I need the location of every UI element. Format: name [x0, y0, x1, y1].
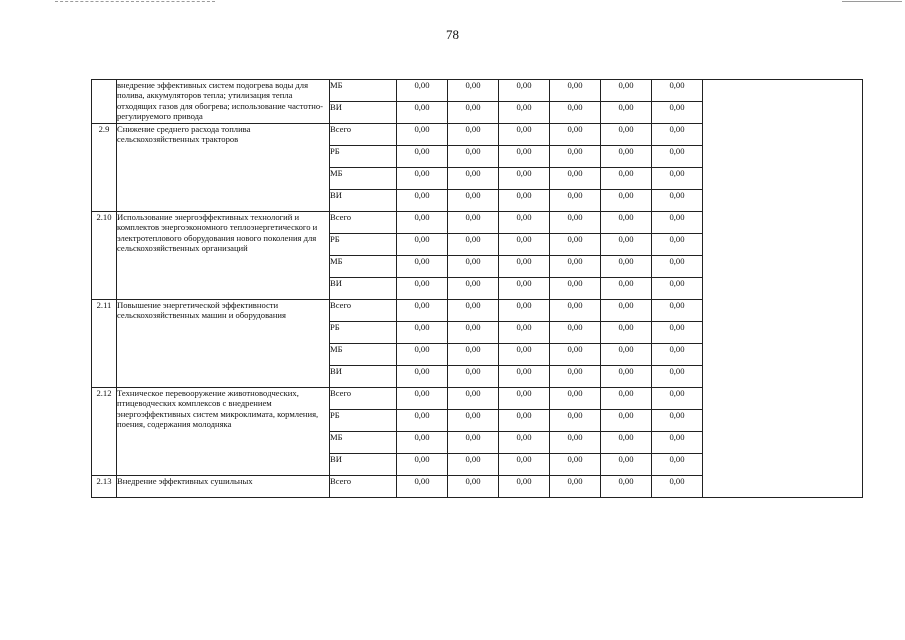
amount-cell: 0,00 [652, 344, 703, 366]
amount-cell: 0,00 [397, 410, 448, 432]
amount-cell: 0,00 [652, 124, 703, 146]
funding-source: ВИ [330, 454, 397, 476]
amount-cell: 0,00 [550, 168, 601, 190]
item-name: Внедрение эффективных сушильных [117, 476, 330, 498]
amount-cell: 0,00 [397, 80, 448, 102]
amount-cell: 0,00 [499, 322, 550, 344]
amount-cell: 0,00 [550, 212, 601, 234]
amount-cell: 0,00 [652, 410, 703, 432]
amount-cell: 0,00 [550, 102, 601, 124]
amount-cell: 0,00 [601, 322, 652, 344]
amount-cell: 0,00 [448, 234, 499, 256]
amount-cell: 0,00 [550, 454, 601, 476]
amount-cell: 0,00 [448, 80, 499, 102]
amount-cell: 0,00 [448, 146, 499, 168]
funding-source: ВИ [330, 366, 397, 388]
amount-cell: 0,00 [601, 300, 652, 322]
amount-cell: 0,00 [601, 168, 652, 190]
amount-cell: 0,00 [550, 410, 601, 432]
item-name: Использование энергоэффективных технологий и комплектов энергоэкономного теплоэнергетического и электротеплового оборудования нового поколения для сельскохозяйственных организаций [117, 212, 330, 300]
amount-cell: 0,00 [601, 388, 652, 410]
amount-cell: 0,00 [499, 168, 550, 190]
scan-artifact-line [842, 1, 902, 2]
funding-source: Всего [330, 124, 397, 146]
amount-cell: 0,00 [550, 388, 601, 410]
amount-cell: 0,00 [499, 300, 550, 322]
funding-source: МБ [330, 432, 397, 454]
amount-cell: 0,00 [397, 476, 448, 498]
amount-cell: 0,00 [499, 366, 550, 388]
amount-cell: 0,00 [499, 388, 550, 410]
amount-cell: 0,00 [652, 300, 703, 322]
amount-cell: 0,00 [448, 410, 499, 432]
amount-cell: 0,00 [601, 234, 652, 256]
amount-cell: 0,00 [652, 212, 703, 234]
amount-cell: 0,00 [601, 80, 652, 102]
amount-cell: 0,00 [601, 454, 652, 476]
amount-cell: 0,00 [397, 234, 448, 256]
amount-cell: 0,00 [499, 212, 550, 234]
funding-source: Всего [330, 212, 397, 234]
funding-source: МБ [330, 80, 397, 102]
empty-column [703, 80, 863, 498]
amount-cell: 0,00 [550, 190, 601, 212]
table-row [92, 80, 863, 102]
amount-cell: 0,00 [550, 322, 601, 344]
funding-source: РБ [330, 146, 397, 168]
funding-source: ВИ [330, 190, 397, 212]
amount-cell: 0,00 [601, 190, 652, 212]
amount-cell: 0,00 [499, 432, 550, 454]
amount-cell: 0,00 [448, 102, 499, 124]
amount-cell: 0,00 [601, 256, 652, 278]
funding-source: МБ [330, 168, 397, 190]
amount-cell: 0,00 [397, 190, 448, 212]
amount-cell: 0,00 [652, 388, 703, 410]
amount-cell: 0,00 [550, 256, 601, 278]
amount-cell: 0,00 [550, 80, 601, 102]
amount-cell: 0,00 [652, 366, 703, 388]
amount-cell: 0,00 [652, 432, 703, 454]
item-name: Снижение среднего расхода топлива сельскохозяйственных тракторов [117, 124, 330, 212]
amount-cell: 0,00 [550, 234, 601, 256]
amount-cell: 0,00 [652, 476, 703, 498]
scan-artifact-line [55, 1, 215, 2]
amount-cell: 0,00 [601, 102, 652, 124]
funding-source: Всего [330, 388, 397, 410]
amount-cell: 0,00 [397, 432, 448, 454]
amount-cell: 0,00 [601, 344, 652, 366]
amount-cell: 0,00 [397, 124, 448, 146]
amount-cell: 0,00 [601, 366, 652, 388]
amount-cell: 0,00 [550, 146, 601, 168]
amount-cell: 0,00 [652, 256, 703, 278]
amount-cell: 0,00 [397, 344, 448, 366]
amount-cell: 0,00 [448, 432, 499, 454]
amount-cell: 0,00 [499, 344, 550, 366]
amount-cell: 0,00 [652, 190, 703, 212]
amount-cell: 0,00 [550, 300, 601, 322]
amount-cell: 0,00 [499, 80, 550, 102]
item-number: 2.12 [92, 388, 117, 476]
amount-cell: 0,00 [448, 256, 499, 278]
item-number: 2.13 [92, 476, 117, 498]
funding-source: Всего [330, 300, 397, 322]
amount-cell: 0,00 [652, 454, 703, 476]
amount-cell: 0,00 [652, 234, 703, 256]
amount-cell: 0,00 [448, 344, 499, 366]
budget-table [91, 79, 863, 498]
amount-cell: 0,00 [499, 256, 550, 278]
amount-cell: 0,00 [397, 212, 448, 234]
item-number: 2.11 [92, 300, 117, 388]
amount-cell: 0,00 [397, 168, 448, 190]
amount-cell: 0,00 [652, 146, 703, 168]
amount-cell: 0,00 [397, 322, 448, 344]
amount-cell: 0,00 [499, 278, 550, 300]
item-number: 2.10 [92, 212, 117, 300]
table-body [92, 80, 863, 498]
amount-cell: 0,00 [448, 454, 499, 476]
amount-cell: 0,00 [499, 454, 550, 476]
amount-cell: 0,00 [601, 432, 652, 454]
amount-cell: 0,00 [448, 476, 499, 498]
funding-source: ВИ [330, 102, 397, 124]
amount-cell: 0,00 [601, 124, 652, 146]
funding-source: МБ [330, 344, 397, 366]
funding-source: РБ [330, 322, 397, 344]
amount-cell: 0,00 [652, 168, 703, 190]
amount-cell: 0,00 [448, 322, 499, 344]
amount-cell: 0,00 [550, 278, 601, 300]
amount-cell: 0,00 [499, 234, 550, 256]
amount-cell: 0,00 [601, 212, 652, 234]
amount-cell: 0,00 [601, 476, 652, 498]
funding-source: ВИ [330, 278, 397, 300]
amount-cell: 0,00 [397, 102, 448, 124]
amount-cell: 0,00 [601, 278, 652, 300]
amount-cell: 0,00 [499, 476, 550, 498]
amount-cell: 0,00 [397, 366, 448, 388]
page-number: 78 [446, 27, 459, 42]
amount-cell: 0,00 [397, 256, 448, 278]
amount-cell: 0,00 [499, 124, 550, 146]
amount-cell: 0,00 [448, 212, 499, 234]
amount-cell: 0,00 [601, 146, 652, 168]
amount-cell: 0,00 [499, 410, 550, 432]
amount-cell: 0,00 [499, 146, 550, 168]
item-number: 2.9 [92, 124, 117, 212]
amount-cell: 0,00 [652, 322, 703, 344]
amount-cell: 0,00 [448, 124, 499, 146]
amount-cell: 0,00 [397, 300, 448, 322]
funding-source: МБ [330, 256, 397, 278]
amount-cell: 0,00 [499, 102, 550, 124]
amount-cell: 0,00 [652, 102, 703, 124]
amount-cell: 0,00 [448, 300, 499, 322]
amount-cell: 0,00 [448, 278, 499, 300]
amount-cell: 0,00 [652, 278, 703, 300]
amount-cell: 0,00 [397, 278, 448, 300]
amount-cell: 0,00 [550, 344, 601, 366]
amount-cell: 0,00 [550, 124, 601, 146]
amount-cell: 0,00 [397, 146, 448, 168]
amount-cell: 0,00 [550, 476, 601, 498]
funding-source: РБ [330, 410, 397, 432]
funding-source: Всего [330, 476, 397, 498]
amount-cell: 0,00 [499, 190, 550, 212]
amount-cell: 0,00 [448, 168, 499, 190]
item-name: Повышение энергетической эффективности сельскохозяйственных машин и оборудования [117, 300, 330, 388]
item-name: Техническое перевооружение животноводческих, птицеводческих комплексов с внедрением энергоэффективных систем микроклимата, кормления, поения, содержания молодняка [117, 388, 330, 476]
amount-cell: 0,00 [448, 388, 499, 410]
amount-cell: 0,00 [550, 366, 601, 388]
item-number [92, 80, 117, 124]
amount-cell: 0,00 [601, 410, 652, 432]
funding-source: РБ [330, 234, 397, 256]
amount-cell: 0,00 [397, 454, 448, 476]
item-name: внедрение эффективных систем подогрева воды для полива, аккумуляторов тепла; утилизация тепла отходящих газов для обогрева; использование частотно-регулируемого привода [117, 80, 330, 124]
amount-cell: 0,00 [550, 432, 601, 454]
amount-cell: 0,00 [448, 190, 499, 212]
amount-cell: 0,00 [652, 80, 703, 102]
amount-cell: 0,00 [397, 388, 448, 410]
amount-cell: 0,00 [448, 366, 499, 388]
